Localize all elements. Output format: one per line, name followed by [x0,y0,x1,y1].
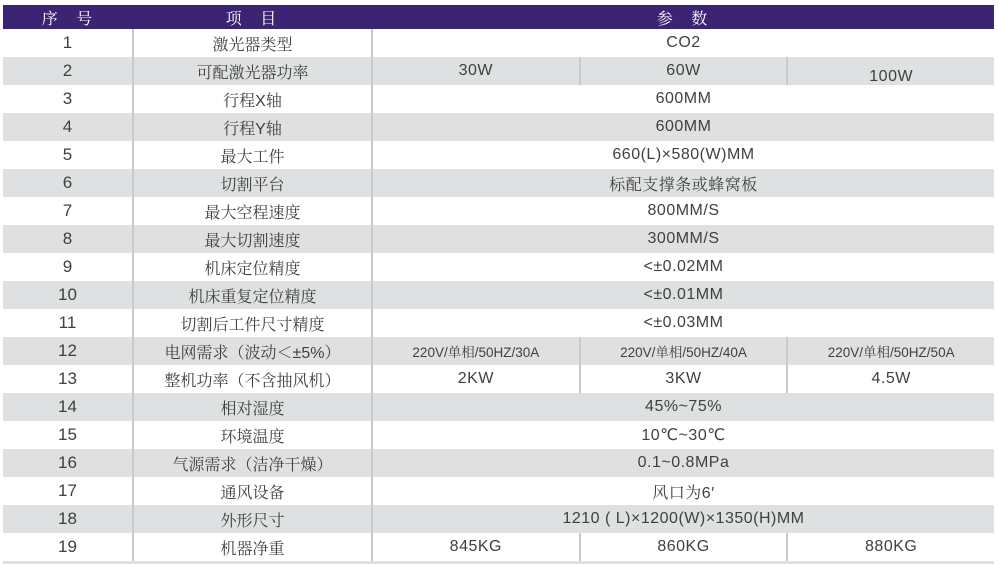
param-value-cell: 60W [579,57,787,85]
header-col-item: 项 目 [225,10,278,28]
param-values-group [371,85,994,113]
table-row [3,505,994,533]
param-values-group [371,113,994,141]
param-value-cell: 880KG [786,533,994,561]
param-values-group [371,225,994,253]
param-value-cell: CO2 [666,34,701,51]
table-header-row [3,5,994,29]
row-number-cell: 11 [58,313,77,332]
param-value-cell: 100W [786,57,994,85]
table-row [3,533,994,561]
param-value-cell: 800MM/S [647,202,720,219]
param-values-group [371,57,994,85]
param-value-cell: 3KW [579,365,787,393]
param-value-cell: 660(L)×580(W)MM [612,146,755,163]
param-values-group [371,505,994,533]
param-values-group [371,449,994,477]
row-number-cell: 16 [58,453,77,472]
param-value-cell: 220V/单相/50HZ/50A [786,337,994,365]
table-row [3,169,994,197]
spec-table [3,5,994,564]
param-values-group [371,281,994,309]
table-row [3,365,994,393]
param-value-cell: 风口为6′ [652,484,715,502]
table-row [3,281,994,309]
header-col-parameter: 参 数 [656,10,709,28]
row-number-cell: 3 [62,89,73,108]
row-number-cell: 18 [58,509,77,528]
table-row [3,113,994,141]
item-label-cell: 整机功率（不含抽风机） [132,365,371,393]
header-col-number: 序 号 [41,10,94,28]
item-label-cell: 行程Y轴 [132,113,371,141]
item-label-cell: 切割平台 [132,169,371,197]
param-value-cell: <±0.02MM [643,258,724,275]
row-number-cell: 7 [62,201,73,220]
item-label-cell: 机床重复定位精度 [132,281,371,309]
item-label-cell: 机器净重 [132,533,371,561]
row-number-cell: 12 [58,341,77,360]
item-label-cell: 气源需求（洁净干燥） [132,449,371,477]
param-values-group [371,197,994,225]
table-row [3,337,994,365]
param-value-cell: <±0.01MM [643,286,724,303]
param-value-cell: 4.5W [786,365,994,393]
table-row [3,57,994,85]
param-value-cell: <±0.03MM [643,314,724,331]
item-label-cell: 可配激光器功率 [132,57,371,85]
row-number-cell: 4 [62,117,73,136]
row-number-cell: 5 [62,145,73,164]
param-values-group [371,309,994,337]
row-number-cell: 8 [62,229,73,248]
item-label-cell: 机床定位精度 [132,253,371,281]
table-row [3,225,994,253]
item-label-cell: 通风设备 [132,477,371,505]
param-values-group [371,337,994,365]
table-row [3,141,994,169]
param-value-cell: 300MM/S [647,230,720,247]
param-values-group [371,169,994,197]
item-label-cell: 最大切割速度 [132,225,371,253]
table-row [3,197,994,225]
item-label-cell: 电网需求（波动＜±5%） [132,337,371,365]
table-row [3,477,994,505]
param-values-group [371,141,994,169]
param-value-cell: 30W [458,62,494,79]
param-value-cell: 45%~75% [645,398,722,415]
row-number-cell: 2 [62,61,73,80]
param-value-cell: 845KG [449,538,502,555]
item-label-cell: 激光器类型 [132,29,371,57]
row-number-cell: 9 [62,257,73,276]
table-row [3,421,994,449]
item-label-cell: 相对湿度 [132,393,371,421]
row-number-cell: 15 [58,425,77,444]
param-value-cell: 0.1~0.8MPa [637,454,730,471]
row-number-cell: 6 [62,173,73,192]
table-row [3,253,994,281]
param-value-cell: 860KG [579,533,787,561]
param-values-group [371,253,994,281]
table-row [3,449,994,477]
item-label-cell: 最大空程速度 [132,197,371,225]
item-label-cell: 最大工件 [132,141,371,169]
spec-table-body [3,29,994,561]
param-value-cell: 600MM [655,118,712,135]
item-label-cell: 切割后工件尺寸精度 [132,309,371,337]
param-value-cell: 2KW [457,370,494,387]
row-number-cell: 13 [58,369,77,388]
item-label-cell: 行程X轴 [132,85,371,113]
param-values-group [371,421,994,449]
row-number-cell: 17 [58,481,77,500]
table-row [3,85,994,113]
row-number-cell: 10 [58,285,77,304]
param-value-cell: 10℃~30℃ [641,427,726,444]
param-value-cell: 1210 ( L)×1200(W)×1350(H)MM [562,510,805,527]
param-values-group [371,533,994,561]
param-value-cell: 600MM [655,90,712,107]
param-value-cell: 220V/单相/50HZ/40A [579,337,787,365]
param-value-cell: 标配支撑条或蜂窝板 [609,176,758,194]
param-value-cell: 220V/单相/50HZ/30A [412,345,540,360]
param-values-group [371,477,994,505]
param-values-group [371,365,994,393]
table-row [3,29,994,57]
param-values-group [371,393,994,421]
table-bottom-divider [3,561,994,564]
row-number-cell: 19 [58,537,77,556]
table-row [3,393,994,421]
item-label-cell: 环境温度 [132,421,371,449]
item-label-cell: 外形尺寸 [132,505,371,533]
table-row [3,309,994,337]
row-number-cell: 14 [58,397,77,416]
row-number-cell: 1 [62,33,73,52]
param-values-group [371,29,994,57]
